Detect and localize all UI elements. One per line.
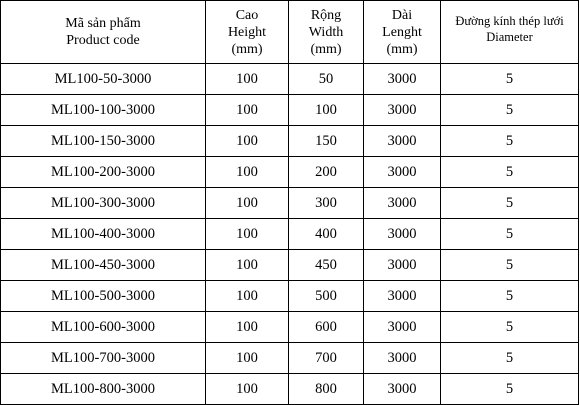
header-product-code-en: Product code xyxy=(66,33,140,48)
header-width-en: Width xyxy=(308,24,344,40)
table-row xyxy=(1,157,579,188)
header-length-unit: (mm) xyxy=(386,41,418,57)
cell-product-code: ML100-700-3000 xyxy=(1,343,206,374)
cell-height: 100 xyxy=(206,250,289,281)
cell-diameter: 5 xyxy=(441,64,579,95)
header-height-en: Height xyxy=(227,24,267,40)
cell-length: 3000 xyxy=(364,374,441,405)
cell-length: 3000 xyxy=(364,343,441,374)
cell-product-code: ML100-500-3000 xyxy=(1,281,206,312)
table-row xyxy=(1,126,579,157)
table-row xyxy=(1,188,579,219)
cell-height: 100 xyxy=(206,157,289,188)
cell-height: 100 xyxy=(206,95,289,126)
cell-product-code: ML100-300-3000 xyxy=(1,188,206,219)
cell-diameter: 5 xyxy=(441,312,579,343)
cell-length: 3000 xyxy=(364,219,441,250)
cell-diameter: 5 xyxy=(441,95,579,126)
cell-length: 3000 xyxy=(364,64,441,95)
cell-length: 3000 xyxy=(364,188,441,219)
table-row xyxy=(1,95,579,126)
header-diameter-en: Diameter xyxy=(486,30,533,44)
header-diameter-vi: Đường kính thép lưới xyxy=(455,14,564,28)
header-length-vi: Dài xyxy=(391,7,413,23)
table-row xyxy=(1,250,579,281)
header-row xyxy=(1,1,579,64)
cell-diameter: 5 xyxy=(441,219,579,250)
cell-product-code: ML100-150-3000 xyxy=(1,126,206,157)
cell-length: 3000 xyxy=(364,281,441,312)
cell-width: 600 xyxy=(289,312,364,343)
header-height-unit: (mm) xyxy=(231,41,263,57)
cell-length: 3000 xyxy=(364,157,441,188)
cell-height: 100 xyxy=(206,188,289,219)
table-row xyxy=(1,219,579,250)
cell-diameter: 5 xyxy=(441,250,579,281)
cell-width: 150 xyxy=(289,126,364,157)
cell-diameter: 5 xyxy=(441,343,579,374)
header-width-vi: Rộng xyxy=(310,7,342,23)
cell-diameter: 5 xyxy=(441,188,579,219)
cell-product-code: ML100-100-3000 xyxy=(1,95,206,126)
cell-width: 450 xyxy=(289,250,364,281)
cell-product-code: ML100-400-3000 xyxy=(1,219,206,250)
cell-width: 200 xyxy=(289,157,364,188)
cell-diameter: 5 xyxy=(441,157,579,188)
cell-product-code: ML100-50-3000 xyxy=(1,64,206,95)
cell-length: 3000 xyxy=(364,312,441,343)
cell-diameter: 5 xyxy=(441,374,579,405)
cell-width: 800 xyxy=(289,374,364,405)
header-width-unit: (mm) xyxy=(310,41,342,57)
header-diameter xyxy=(441,1,579,64)
header-height-vi: Cao xyxy=(235,7,259,23)
cell-length: 3000 xyxy=(364,250,441,281)
cell-height: 100 xyxy=(206,281,289,312)
table-row xyxy=(1,343,579,374)
cell-width: 300 xyxy=(289,188,364,219)
cell-width: 100 xyxy=(289,95,364,126)
header-product-code xyxy=(1,1,206,64)
header-length-en: Lenght xyxy=(382,24,422,40)
cell-width: 400 xyxy=(289,219,364,250)
cell-diameter: 5 xyxy=(441,281,579,312)
cell-height: 100 xyxy=(206,64,289,95)
cell-height: 100 xyxy=(206,343,289,374)
cell-product-code: ML100-200-3000 xyxy=(1,157,206,188)
header-length xyxy=(364,1,441,64)
cell-product-code: ML100-450-3000 xyxy=(1,250,206,281)
cell-product-code: ML100-600-3000 xyxy=(1,312,206,343)
cell-width: 500 xyxy=(289,281,364,312)
cell-height: 100 xyxy=(206,374,289,405)
cell-width: 700 xyxy=(289,343,364,374)
header-width xyxy=(289,1,364,64)
table-row xyxy=(1,312,579,343)
cell-height: 100 xyxy=(206,126,289,157)
cell-width: 50 xyxy=(289,64,364,95)
cell-length: 3000 xyxy=(364,126,441,157)
cell-diameter: 5 xyxy=(441,126,579,157)
table-row xyxy=(1,281,579,312)
header-product-code-vi: Mã sản phẩm xyxy=(65,16,141,31)
table-row xyxy=(1,64,579,95)
cell-product-code: ML100-800-3000 xyxy=(1,374,206,405)
header-height xyxy=(206,1,289,64)
cell-height: 100 xyxy=(206,312,289,343)
cell-length: 3000 xyxy=(364,95,441,126)
cell-height: 100 xyxy=(206,219,289,250)
